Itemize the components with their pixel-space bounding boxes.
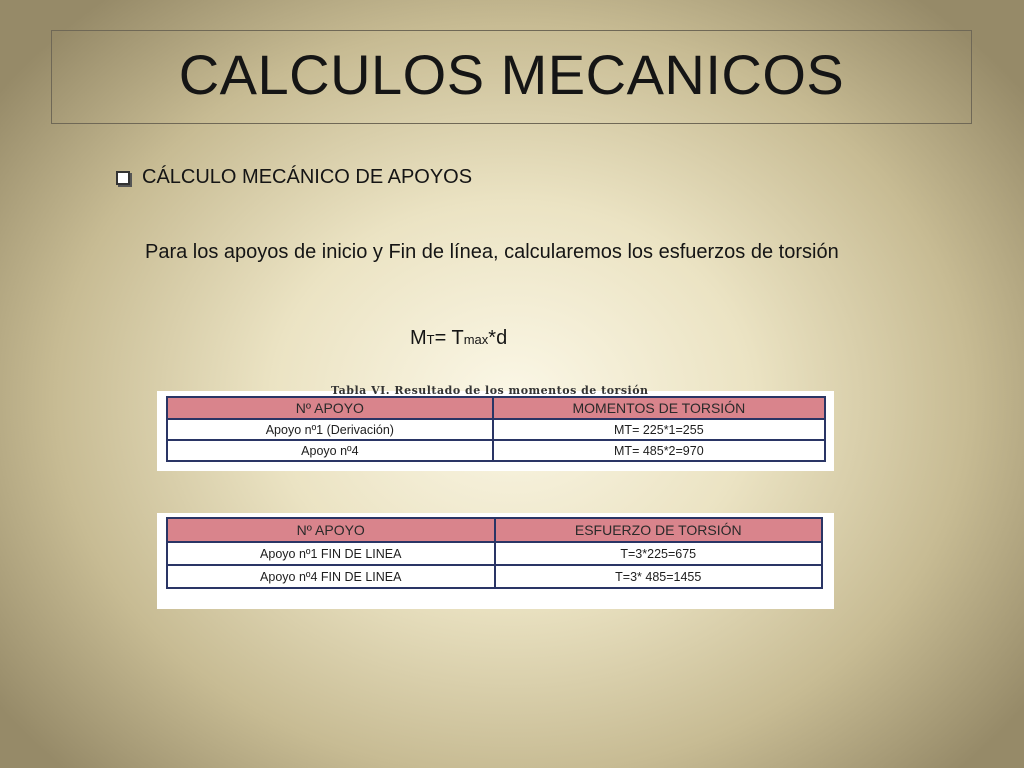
moments-table-image bbox=[157, 384, 834, 471]
description-paragraph: Para los apoyos de inicio y Fin de línea, calcularemos los esfuerzos de torsión bbox=[145, 241, 839, 263]
table-row bbox=[167, 440, 825, 461]
bullet-heading: CÁLCULO MECÁNICO DE APOYOS bbox=[142, 166, 473, 188]
table-cell: Apoyo nº4 FIN DE LINEA bbox=[167, 565, 495, 588]
moments-table bbox=[166, 396, 826, 462]
column-header: ESFUERZO DE TORSIÓN bbox=[495, 518, 823, 542]
table-cell: T=3*225=675 bbox=[495, 542, 823, 565]
slide-title: CALCULOS MECANICOS bbox=[178, 42, 845, 106]
formula-tail: *d bbox=[488, 327, 508, 349]
table-row bbox=[167, 542, 822, 565]
formula-equals-t: = T bbox=[434, 327, 464, 349]
bullet-row bbox=[116, 166, 472, 189]
stress-table bbox=[166, 517, 823, 589]
table-cell: MT= 225*1=255 bbox=[493, 419, 825, 440]
table-caption: Tabla VI. Resultado de los momentos de torsión bbox=[331, 384, 649, 396]
table-header-row bbox=[167, 518, 822, 542]
column-header: Nº APOYO bbox=[167, 518, 495, 542]
table-row bbox=[167, 565, 822, 588]
table-row bbox=[167, 419, 825, 440]
checkbox-bullet-icon bbox=[116, 171, 130, 185]
stress-table-image bbox=[157, 513, 834, 609]
torsion-formula bbox=[410, 327, 507, 350]
column-header: Nº APOYO bbox=[167, 397, 493, 419]
formula-m-subscript: T bbox=[426, 332, 435, 347]
formula-m: M bbox=[410, 327, 427, 349]
formula-t-subscript: max bbox=[463, 332, 489, 347]
table-cell: MT= 485*2=970 bbox=[493, 440, 825, 461]
table-cell: Apoyo nº1 FIN DE LINEA bbox=[167, 542, 495, 565]
title-box bbox=[51, 30, 972, 124]
table-cell: Apoyo nº4 bbox=[167, 440, 493, 461]
table-header-row bbox=[167, 397, 825, 419]
table-cell: Apoyo nº1 (Derivación) bbox=[167, 419, 493, 440]
column-header: MOMENTOS DE TORSIÓN bbox=[493, 397, 825, 419]
table-cell: T=3* 485=1455 bbox=[495, 565, 823, 588]
